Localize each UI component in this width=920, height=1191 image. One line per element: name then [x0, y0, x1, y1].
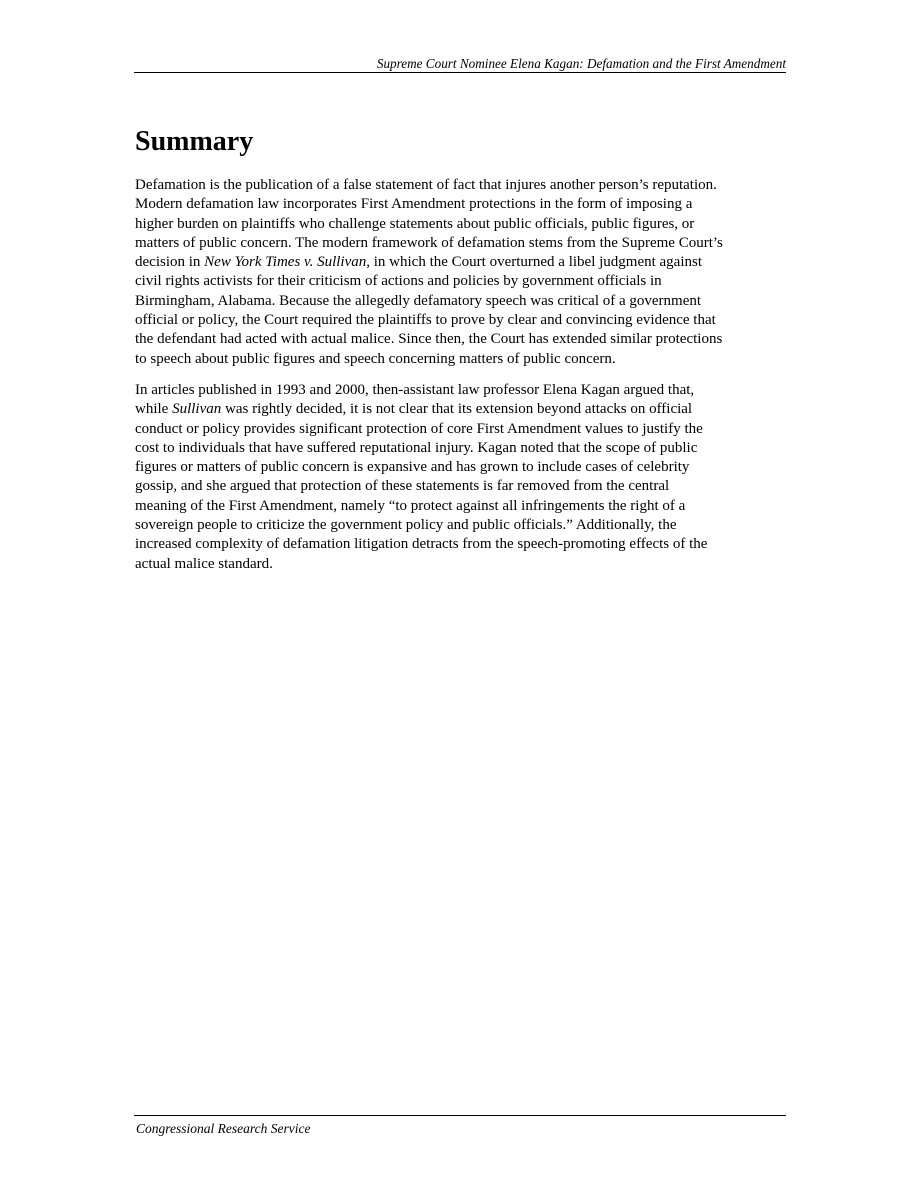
text-line — [135, 420, 795, 439]
text-line — [135, 292, 795, 311]
header-rule — [134, 72, 786, 73]
text-segment: matters of public concern. The modern framework of defamation stems from the Supreme Court’s — [135, 234, 723, 251]
page-title: Summary — [135, 126, 254, 157]
text-segment: figures or matters of public concern is expansive and has grown to include cases of celebrity — [135, 459, 690, 476]
text-segment: was rightly decided, it is not clear that its extension beyond attacks on official — [221, 401, 693, 418]
text-segment: while — [135, 401, 173, 418]
case-name-italic: Sullivan — [172, 401, 222, 418]
text-line — [135, 234, 795, 253]
text-segment: official or policy, the Court required the plaintiffs to prove by clear and convincing evidence that — [135, 312, 716, 329]
text-segment: actual malice standard. — [135, 555, 273, 572]
text-line — [135, 439, 795, 458]
text-segment: Birmingham, Alabama. Because the allegedly defamatory speech was critical of a government — [135, 292, 702, 309]
summary-paragraph-2 — [135, 381, 795, 574]
text-segment: civil rights activists for their criticism of actions and policies by government officials in — [135, 273, 662, 290]
text-segment: , in which the Court overturned a libel judgment against — [366, 254, 703, 271]
text-line — [135, 272, 795, 291]
running-footer: Congressional Research Service — [136, 1121, 311, 1136]
text-segment: decision in — [135, 254, 205, 271]
text-line — [135, 195, 795, 214]
text-line — [135, 176, 795, 195]
text-line — [135, 535, 795, 554]
text-segment: gossip, and she argued that protection of these statements is far removed from the central — [135, 478, 670, 495]
text-segment: the defendant had acted with actual malice. Since then, the Court has extended similar protections — [135, 331, 723, 348]
case-name-italic: New York Times v. Sullivan — [204, 254, 367, 271]
text-segment: sovereign people to criticize the government policy and public officials.” Additionally, the — [135, 517, 677, 534]
footer-rule — [134, 1115, 786, 1116]
text-segment: increased complexity of defamation litigation detracts from the speech-promoting effects of the — [135, 536, 708, 553]
text-line — [135, 516, 795, 535]
text-line — [135, 477, 795, 496]
text-segment: to speech about public figures and speech concerning matters of public concern. — [135, 350, 616, 367]
text-line — [135, 215, 795, 234]
text-line — [135, 350, 795, 369]
running-header: Supreme Court Nominee Elena Kagan: Defamation and the First Amendment — [376, 56, 786, 71]
text-line — [135, 555, 795, 574]
summary-paragraph-1 — [135, 176, 795, 369]
text-line — [135, 400, 795, 419]
text-line — [135, 381, 795, 400]
text-segment: In articles published in 1993 and 2000, then-assistant law professor Elena Kagan argued that, — [135, 381, 695, 398]
text-segment: meaning of the First Amendment, namely “to protect against all infringements the right of a — [135, 497, 686, 514]
text-line — [135, 311, 795, 330]
text-line — [135, 253, 795, 272]
text-segment: Defamation is the publication of a false statement of fact that injures another person’s reputation. — [135, 177, 717, 193]
text-line — [135, 330, 795, 349]
text-line — [135, 497, 795, 516]
text-segment: higher burden on plaintiffs who challenge statements about public officials, public figures, or — [135, 215, 695, 232]
summary-body — [135, 176, 795, 586]
text-segment: Modern defamation law incorporates First Amendment protections in the form of imposing a — [135, 196, 693, 213]
text-segment: cost to individuals that have suffered reputational injury. Kagan noted that the scope of public — [135, 439, 698, 456]
text-line — [135, 458, 795, 477]
text-segment: conduct or policy provides significant protection of core First Amendment values to justify the — [135, 420, 703, 437]
